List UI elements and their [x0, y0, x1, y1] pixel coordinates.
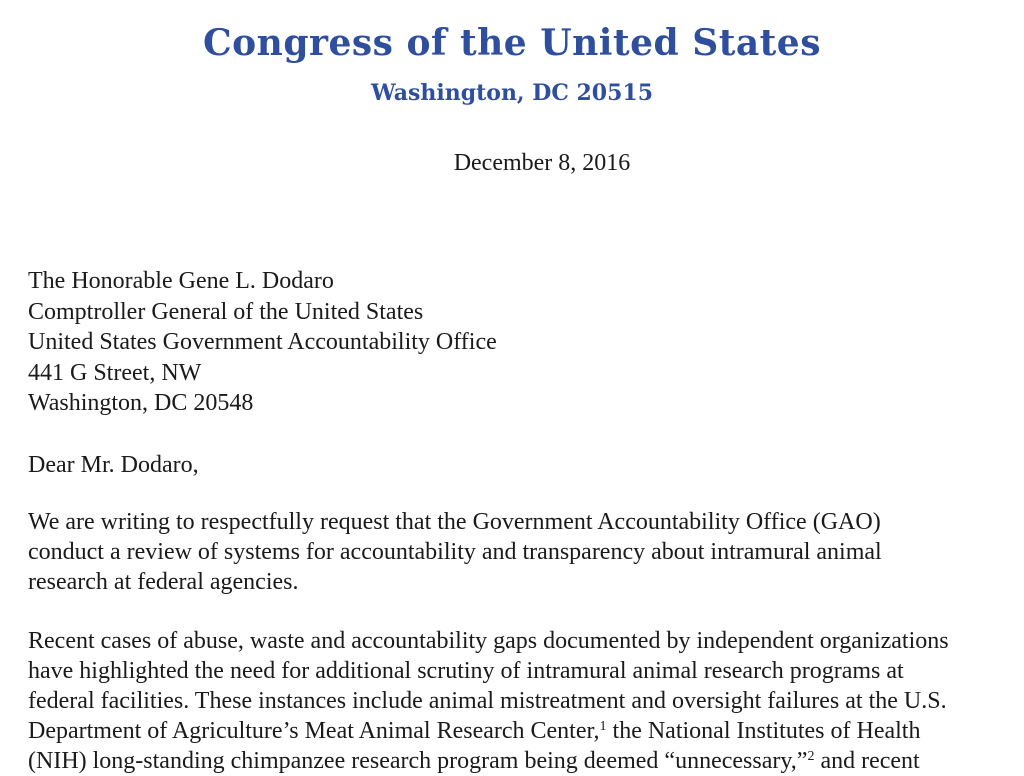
letterhead-subtitle: Washington, DC 20515	[370, 80, 654, 106]
footnote-marker: 1	[599, 719, 607, 734]
letter-date: December 8, 2016	[453, 150, 631, 176]
footnote-marker: 2	[807, 749, 815, 764]
recipient-office: United States Government Accountability Office	[28, 329, 497, 355]
recipient-city: Washington, DC 20548	[28, 390, 254, 416]
line-text: the National Institutes of Health	[606, 718, 921, 744]
paragraph-line: have highlighted the need for additional scrutiny of intramural animal research programs at	[28, 658, 904, 684]
body-paragraph-2	[28, 626, 949, 776]
recipient-title: Comptroller General of the United States	[28, 298, 424, 325]
paragraph-line: conduct a review of systems for accountability and transparency about intramural animal	[28, 539, 882, 565]
recipient-address	[28, 266, 497, 419]
line-text: Department of Agriculture’s Meat Animal Research Center,	[28, 718, 600, 744]
paragraph-line: federal facilities. These instances include animal mistreatment and oversight failures at the U.S.	[28, 688, 947, 714]
salutation: Dear Mr. Dodaro,	[28, 452, 199, 478]
paragraph-line	[28, 746, 949, 776]
line-text: (NIH) long-standing chimpanzee research program being deemed “unnecessary,”	[28, 748, 808, 774]
recipient-street: 441 G Street, NW	[28, 359, 202, 386]
paragraph-line: research at federal agencies.	[28, 569, 299, 595]
letterhead-title: Congress of the United States	[203, 22, 821, 64]
paragraph-line	[28, 716, 949, 746]
body-paragraph-1	[28, 507, 882, 597]
line-text: and recent	[814, 748, 920, 774]
paragraph-line: We are writing to respectfully request that the Government Accountability Office (GAO)	[28, 509, 881, 535]
paragraph-line: Recent cases of abuse, waste and accountability gaps documented by independent organizations	[28, 628, 949, 654]
recipient-name: The Honorable Gene L. Dodaro	[28, 268, 334, 294]
